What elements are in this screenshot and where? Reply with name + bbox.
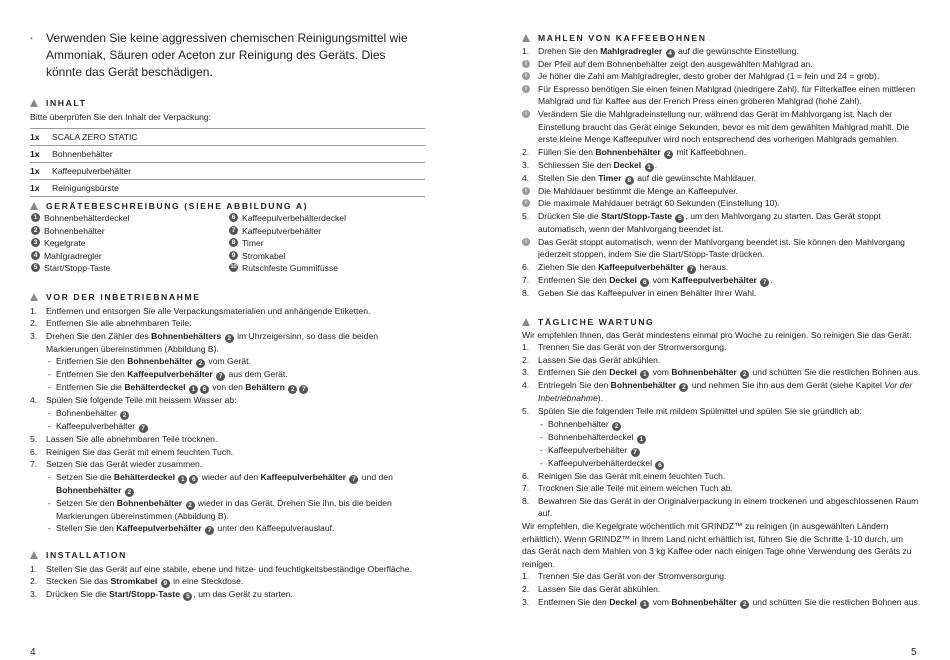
part-number-badge: 7 xyxy=(139,424,148,433)
section-vor xyxy=(30,291,430,535)
part-number-badge: 1 xyxy=(178,475,187,484)
warning-triangle-icon xyxy=(30,99,38,107)
list-item: 9 Stromkabel xyxy=(228,250,418,263)
table-row: 1x Kaffeepulverbehälter xyxy=(30,163,425,180)
paragraph: das Gerät nach dem Mahlen von 3 kg Kaffee oder nach einigen Tage ohne Verwendung des Geräts zu xyxy=(522,546,912,557)
list-item: - Kaffeepulverbehälter 7 xyxy=(30,420,430,433)
section-geraete xyxy=(30,200,430,213)
list-item: - Kaffeepulverbehälter 7 xyxy=(522,444,922,457)
list-item: 1. Stellen Sie das Gerät auf eine stabile, ebene und hitze- und feuchtigkeitsbeständige Oberfläche. xyxy=(30,563,412,574)
list-item: 3. Drücken Sie die Start/Stopp-Taste 5 , um das Gerät zu starten. xyxy=(30,589,293,601)
table-row: 1x Reinigungsbürste xyxy=(30,180,425,197)
paragraph: Wir empfehlen, die Kegelgrate wöchentlich mit GRINDZ™ zu reinigen (in ausgewählten Ländern xyxy=(522,520,889,531)
part-number-badge: 2 xyxy=(664,150,673,159)
section-title: VOR DER INBETRIEBNAHME xyxy=(30,291,430,304)
list-item: - Bohnenbehälter 2 xyxy=(522,418,922,431)
list-item: 6 Kaffeepulverbehälterdeckel xyxy=(228,212,418,225)
part-number-badge: 5 xyxy=(31,263,40,272)
list-item: 4. Stellen Sie den Timer 8 auf die gewünschte Mahldauer. xyxy=(522,172,757,184)
table-row: 1x Bohnenbehälter xyxy=(30,146,425,163)
part-number-badge: 7 xyxy=(299,385,308,394)
list-item: 1. Trennen Sie das Gerät von der Stromversorgung. xyxy=(522,342,727,353)
list-item: - Setzen Sie die Behälterdeckel 1 6 wieder auf den Kaffeepulverbehälter 7 und den xyxy=(48,471,393,483)
part-number-badge: 8 xyxy=(229,238,238,247)
list-item: 3. Drehen Sie den Zähler des Bohnenbehälters 2 im Uhrzeigersinn, so dass die beiden xyxy=(30,330,379,342)
part-number-badge: 1 xyxy=(640,600,649,609)
part-number-badge: 7 xyxy=(205,526,214,535)
info-icon: i xyxy=(522,60,530,68)
part-number-badge: 2 xyxy=(186,501,195,510)
list-item: 8. Bewahren Sie das Gerät in der Originalverpackung in einem trockenen und abgeschlossenen Raum xyxy=(522,495,919,506)
info-icon: i xyxy=(522,199,530,207)
list-item: - Kaffeepulverbehälterdeckel 6 xyxy=(522,457,922,470)
part-number-badge: 2 xyxy=(125,488,134,497)
info-item: i Die Mahldauer bestimmt die Menge an Kaffeepulver. xyxy=(522,185,922,198)
list-item: 7. Trocknen Sie alle Teile mit einem weichen Tuch ab. xyxy=(522,483,733,494)
list-item: 7. Entfernen Sie den Deckel 6 vom Kaffeepulverbehälter 7 . xyxy=(522,274,773,286)
section-inhalt xyxy=(30,97,430,197)
part-number-badge: 10 xyxy=(230,264,237,271)
list-item: - Bohnenbehälter 2 xyxy=(30,407,430,420)
part-number-badge: 9 xyxy=(229,251,238,260)
warning-note xyxy=(30,30,415,81)
list-item: Markierungen übereinstimmen (Abbildung B). xyxy=(56,510,229,521)
part-number-badge: 6 xyxy=(189,475,198,484)
part-number-badge: 2 xyxy=(196,359,205,368)
list-item: 3. Entfernen Sie den Deckel 1 vom Bohnenbehälter 2 und schütten Sie die restlichen Bohnen aus. xyxy=(522,596,921,608)
part-number-badge: 1 xyxy=(637,435,646,444)
paragraph: erhältlich). Wenn GRINDZ™ in Ihrem Land nicht erhältlich ist, führen Sie die Schritte 1-10 durch, um xyxy=(522,533,903,544)
list-item: 5. Drücken Sie die Start/Stopp-Taste 5 , um den Mahlvorgang zu starten. Das Gerät stoppt xyxy=(522,210,881,222)
list-item: - Setzen Sie den Bohnenbehälter 2 wieder in das Gerät. Drehen Sie ihn, bis die beiden xyxy=(48,497,392,509)
warning-triangle-icon xyxy=(30,551,38,559)
section-title: TÄGLICHE WARTUNG xyxy=(522,316,922,329)
section-installation xyxy=(30,549,430,601)
warning-text: Verwenden Sie keine aggressiven chemischen Reinigungsmittel wie Ammoniak, Säuren oder Aceton zur Reinigung des Geräts. Dies könnte das Gerät beschädigen. xyxy=(46,31,408,79)
warning-triangle-icon xyxy=(30,202,38,210)
list-item: 5. Lassen Sie alle abnehmbaren Teile trocknen. xyxy=(30,433,218,444)
parts-list-right xyxy=(228,212,418,275)
warning-triangle-icon xyxy=(522,318,530,326)
list-item: 2. Lassen Sie das Gerät abkühlen. xyxy=(522,583,661,594)
paragraph: reinigen. xyxy=(522,558,555,569)
info-item: i Verändern Sie die Mahlgradeinstellung nur, während das Gerät im Mahlvorgang ist. Nach der xyxy=(522,108,922,121)
list-item: 1. Drehen Sie den Mahlgradregler 4 auf die gewünschte Einstellung. xyxy=(522,45,799,57)
part-number-badge: 7 xyxy=(760,278,769,287)
part-number-badge: 4 xyxy=(31,251,40,260)
list-item: - Entfernen Sie den Kaffeepulverbehälter 7 aus dem Gerät. xyxy=(48,369,288,381)
part-number-badge: 1 xyxy=(31,213,40,222)
table-row: 1x SCALA ZERO STATIC xyxy=(30,129,425,146)
list-item: 3 Kegelgrate xyxy=(30,237,220,250)
list-item: 10 Rutschfeste Gummifüsse xyxy=(230,263,338,274)
list-item: 1 Bohnenbehälterdeckel xyxy=(30,212,220,225)
list-item: 7 Kaffeepulverbehälter xyxy=(228,225,418,238)
inhalt-intro: Bitte überprüfen Sie den Inhalt der Verpackung: xyxy=(30,111,212,122)
list-item: Inbetriebnahme). xyxy=(538,393,603,404)
list-item: Markierungen übereinstimmen (Abbildung B). xyxy=(46,343,219,354)
page-number: 4 xyxy=(30,647,36,658)
list-item: 2. Entfernen Sie alle abnehmbaren Teile: xyxy=(30,318,192,329)
info-item: i Der Pfeil auf dem Bohnenbehälter zeigt den ausgewählten Mahlgrad an. xyxy=(522,58,922,71)
section-title: INHALT xyxy=(30,97,430,110)
list-item: 6. Ziehen Sie den Kaffeepulverbehälter 7 heraus. xyxy=(522,261,729,273)
paragraph: Wir empfehlen Ihnen, das Gerät mindestens einmal pro Woche zu reinigen. So reinigen Sie das Gerät: xyxy=(522,329,912,340)
part-number-badge: 6 xyxy=(640,278,649,287)
part-number-badge: 7 xyxy=(687,265,696,274)
list-item: 3. Schliessen Sie den Deckel 1 . xyxy=(522,159,657,171)
part-number-badge: 2 xyxy=(31,226,40,235)
parts-list-left xyxy=(30,212,220,275)
list-item: 2. Lassen Sie das Gerät abkühlen. xyxy=(522,354,661,365)
info-item: Einstellung braucht das Gerät einige Sekunden, bevor es mit dem gewählten Mahlgrad mahlt. Die xyxy=(538,121,910,132)
list-item: 2. Füllen Sie den Bohnenbehälter 2 mit Kaffeebohnen. xyxy=(522,146,747,158)
page-number: 5 xyxy=(911,647,917,658)
list-item: 2 Bohnenbehälter xyxy=(30,225,220,238)
list-item: 5 Start/Stopp-Taste xyxy=(30,262,220,275)
part-number-badge: 2 xyxy=(612,422,621,431)
part-number-badge: 6 xyxy=(200,385,209,394)
list-item: 1. Trennen Sie das Gerät von der Stromversorgung. xyxy=(522,571,727,582)
info-item: jederzeit stoppen, indem Sie die Start/Stopp-Taste drücken. xyxy=(538,249,765,260)
list-item: - Entfernen Sie die Behälterdeckel 1 6 von den Behältern 2 7 xyxy=(30,381,430,394)
section-wartung xyxy=(522,316,922,609)
list-item: 4 Mahlgradregler xyxy=(30,250,220,263)
info-item: erste kleine Menge Kaffeepulver wird noch entsprechend des vorherigen Mahlgrads gemahlen. xyxy=(538,134,899,145)
info-icon: i xyxy=(522,85,530,93)
list-item: auf. xyxy=(538,508,553,519)
list-item: 8 Timer xyxy=(228,237,418,250)
part-number-badge: 6 xyxy=(655,461,664,470)
part-number-badge: 6 xyxy=(229,213,238,222)
part-number-badge: 2 xyxy=(740,370,749,379)
list-item: 4. Entriegeln Sie den Bohnenbehälter 2 und nehmen Sie ihn aus dem Gerät (siehe Kapitel Vor der xyxy=(522,380,913,392)
list-item: - Bohnenbehälterdeckel 1 xyxy=(522,431,922,444)
part-number-badge: 5 xyxy=(183,592,192,601)
info-item: i Für Espresso benötigen Sie einen feinen Mahlgrad (niedrigere Zahl), für Filterkaffee einen mittleren xyxy=(522,83,922,96)
list-item: 3. Entfernen Sie den Deckel 1 vom Bohnenbehälter 2 und schütten Sie die restlichen Bohnen aus. xyxy=(522,367,921,379)
part-number-badge: 1 xyxy=(189,385,198,394)
info-icon: i xyxy=(522,238,530,246)
part-number-badge: 7 xyxy=(216,372,225,381)
info-item: Mahlgrad und für Kaffee aus der French Press einen gröberen Mahlgrad (hohe Zahl). xyxy=(538,96,862,107)
info-icon: i xyxy=(522,110,530,118)
part-number-badge: 7 xyxy=(349,475,358,484)
part-number-badge: 7 xyxy=(229,226,238,235)
part-number-badge: 2 xyxy=(120,411,129,420)
list-item: automatisch, wenn der Mahlvorgang beendet ist. xyxy=(538,223,724,234)
info-icon: i xyxy=(522,72,530,80)
list-item: 5. Spülen Sie die folgenden Teile mit mildem Spülmittel und spülen Sie sie gründlich ab: xyxy=(522,405,862,416)
part-number-badge: 2 xyxy=(225,334,234,343)
list-item: 7. Setzen Sie das Gerät wieder zusammen. xyxy=(30,459,203,470)
bullet-icon: • xyxy=(30,34,33,43)
warning-triangle-icon xyxy=(522,34,530,42)
part-number-badge: 8 xyxy=(625,176,634,185)
list-item: - Entfernen Sie den Bohnenbehälter 2 vom Gerät. xyxy=(48,356,251,368)
section-title: GERÄTEBESCHREIBUNG (SIEHE ABBILDUNG A) xyxy=(30,200,430,213)
info-item: i Die maximale Mahldauer beträgt 60 Sekunden (Einstellung 10). xyxy=(522,197,922,210)
part-number-badge: 2 xyxy=(679,383,688,392)
section-mahlen xyxy=(522,32,922,299)
info-icon: i xyxy=(522,187,530,195)
part-number-badge: 4 xyxy=(666,49,675,58)
list-item: 4. Spülen Sie folgende Teile mit heissem Wasser ab: xyxy=(30,395,237,406)
list-item: 6. Reinigen Sie das Gerät mit einem feuchten Tuch. xyxy=(30,446,234,457)
info-item: i Je höher die Zahl am Mahlgradregler, desto grober der Mahlgrad (1 = fein und 24 = grob). xyxy=(522,70,922,83)
warning-triangle-icon xyxy=(30,293,38,301)
section-title: MAHLEN VON KAFFEEBOHNEN xyxy=(522,32,922,45)
list-item: 8. Geben Sie das Kaffeepulver in einen Behälter Ihrer Wahl. xyxy=(522,287,757,298)
info-item: i Das Gerät stoppt automatisch, wenn der Mahlvorgang beendet ist. Sie können den Mahlvorgang xyxy=(522,236,922,249)
part-number-badge: 2 xyxy=(288,385,297,394)
part-number-badge: 2 xyxy=(740,600,749,609)
list-item: Bohnenbehälter 2 xyxy=(30,484,430,497)
list-item: 6. Reinigen Sie das Gerät mit einem feuchten Tuch. xyxy=(522,470,726,481)
part-number-badge: 7 xyxy=(631,448,640,457)
list-item: - Stellen Sie den Kaffeepulverbehälter 7 unter den Kaffeepulverauslauf. xyxy=(48,523,335,535)
part-number-badge: 5 xyxy=(675,214,684,223)
part-number-badge: 1 xyxy=(640,370,649,379)
part-number-badge: 3 xyxy=(31,238,40,247)
list-item: 1. Entfernen und entsorgen Sie alle Verpackungsmaterialien und anhängende Etiketten. xyxy=(30,305,371,316)
list-item: 2. Stecken Sie das Stromkabel 9 in eine Steckdose. xyxy=(30,576,244,588)
contents-table xyxy=(30,128,425,197)
part-number-badge: 1 xyxy=(645,163,654,172)
part-number-badge: 9 xyxy=(161,579,170,588)
section-title: INSTALLATION xyxy=(30,549,430,562)
